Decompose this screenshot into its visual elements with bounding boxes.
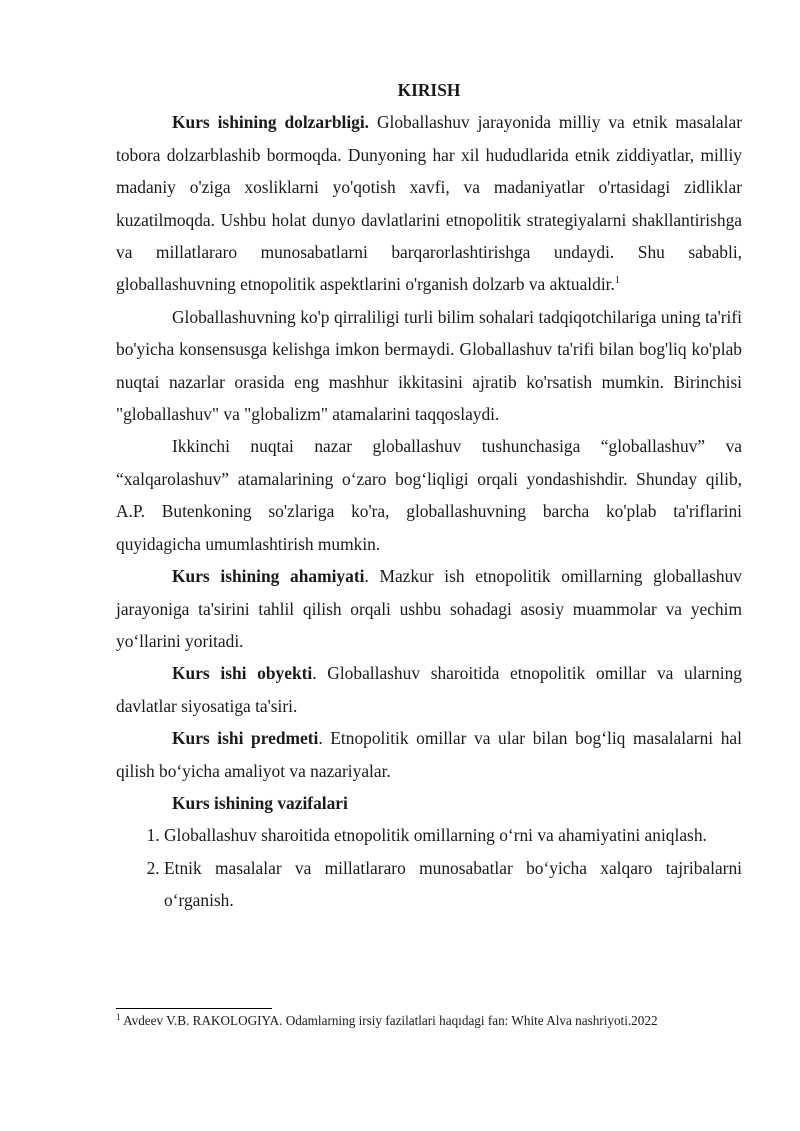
paragraph-text: Globallashuvning ko'p qirraliligi turli bilim sohalari tadqiqotchilariga uning ta'rifi bo'yicha konsensusga kelishga imkon bermaydi. Globallashuv ta'rifi bilan bog'liq ko'plab nuqtai nazarlar orasida eng mashhur ikkitasini ajratib ko'rsatish mumkin. Birinchisi "globallashuv" va "globalizm" atamalarini taqqoslaydi. (116, 306, 742, 425)
paragraph-text: Ikkinchi nuqtai nazar globallashuv tushunchasiga “globallashuv” va “xalqarolashuv” atamalarining o‘zaro bog‘liqligi orqali yondashishdir. Shunday qilib, A.P. Butenkoning so'zlariga ko'ra, globallashuvning barcha ko'plab ta'riflarini quyidagicha umumlashtirish mumkin. (116, 436, 742, 554)
tasks-title: Kurs ishining vazifalari (172, 792, 348, 813)
footnote-separator (116, 1008, 272, 1009)
paragraph-definition (116, 301, 742, 431)
page-body (116, 74, 742, 917)
paragraph-text: . Globallashuv sharoitida etnopolitik omillar va ularning davlatlar siyosatiga ta'siri. (116, 663, 742, 716)
footnote-text: Avdeev V.B. RAKOLOGIYA. Odamlarning irsiy fazilatlari haqıdagi fan: White Alva nashriyoti.2022 (120, 1013, 658, 1028)
paragraph-subject (116, 722, 742, 787)
paragraph-relevance (116, 106, 742, 300)
footnote-reference[interactable]: 1 (614, 275, 620, 287)
section-heading: KIRISH (397, 80, 461, 100)
tasks-list (116, 819, 742, 916)
paragraph-lead: Kurs ishining dolzarbligi. (172, 112, 370, 133)
list-item: 2. Etnik masalalar va millatlararo munosabatlar bo‘yicha xalqaro tajribalarni o‘rganish. (164, 852, 742, 917)
paragraph-lead: Kurs ishi predmeti (172, 728, 319, 749)
paragraph-text: . Mazkur ish etnopolitik omillarning globallashuv jarayoniga ta'sirini tahlil qilish orqali ushbu sohadagi asosiy muammolar va yechim yo‘llarini yoritadi. (116, 566, 742, 651)
footnote-number: 1 (116, 1012, 121, 1022)
paragraph-lead: Kurs ishining ahamiyati (172, 566, 365, 587)
paragraph-lead: Kurs ishi obyekti (172, 663, 313, 684)
paragraph-object (116, 657, 742, 722)
footnote (116, 1012, 756, 1030)
paragraph-second-view (116, 430, 742, 560)
paragraph-importance (116, 560, 742, 657)
paragraph-text: Globallashuv jarayonida milliy va etnik masalalar tobora dolzarblashib bormoqda. Dunyoning har xil hududlarida etnik ziddiyatlar, milliy madaniy o'ziga xosliklarni yo'qotish xavfi, va madaniyatlar o'rtasidagi zidliklar kuzatilmoqda. Ushbu holat dunyo davlatlarini etnopolitik strategiyalarni shakllantirishga va millatlararo munosabatlarni barqarorlashtirishga undaydi. Shu sababli, globallashuvning etnopolitik aspektlarini o'rganish dolzarb va aktualdir. (116, 112, 742, 295)
paragraph-text: . Etnopolitik omillar va ular bilan bog‘liq masalalarni hal qilish bo‘yicha amaliyot va nazariyalar. (116, 728, 742, 781)
list-item: 1. Globallashuv sharoitida etnopolitik omillarning o‘rni va ahamiyatini aniqlash. (164, 819, 742, 851)
